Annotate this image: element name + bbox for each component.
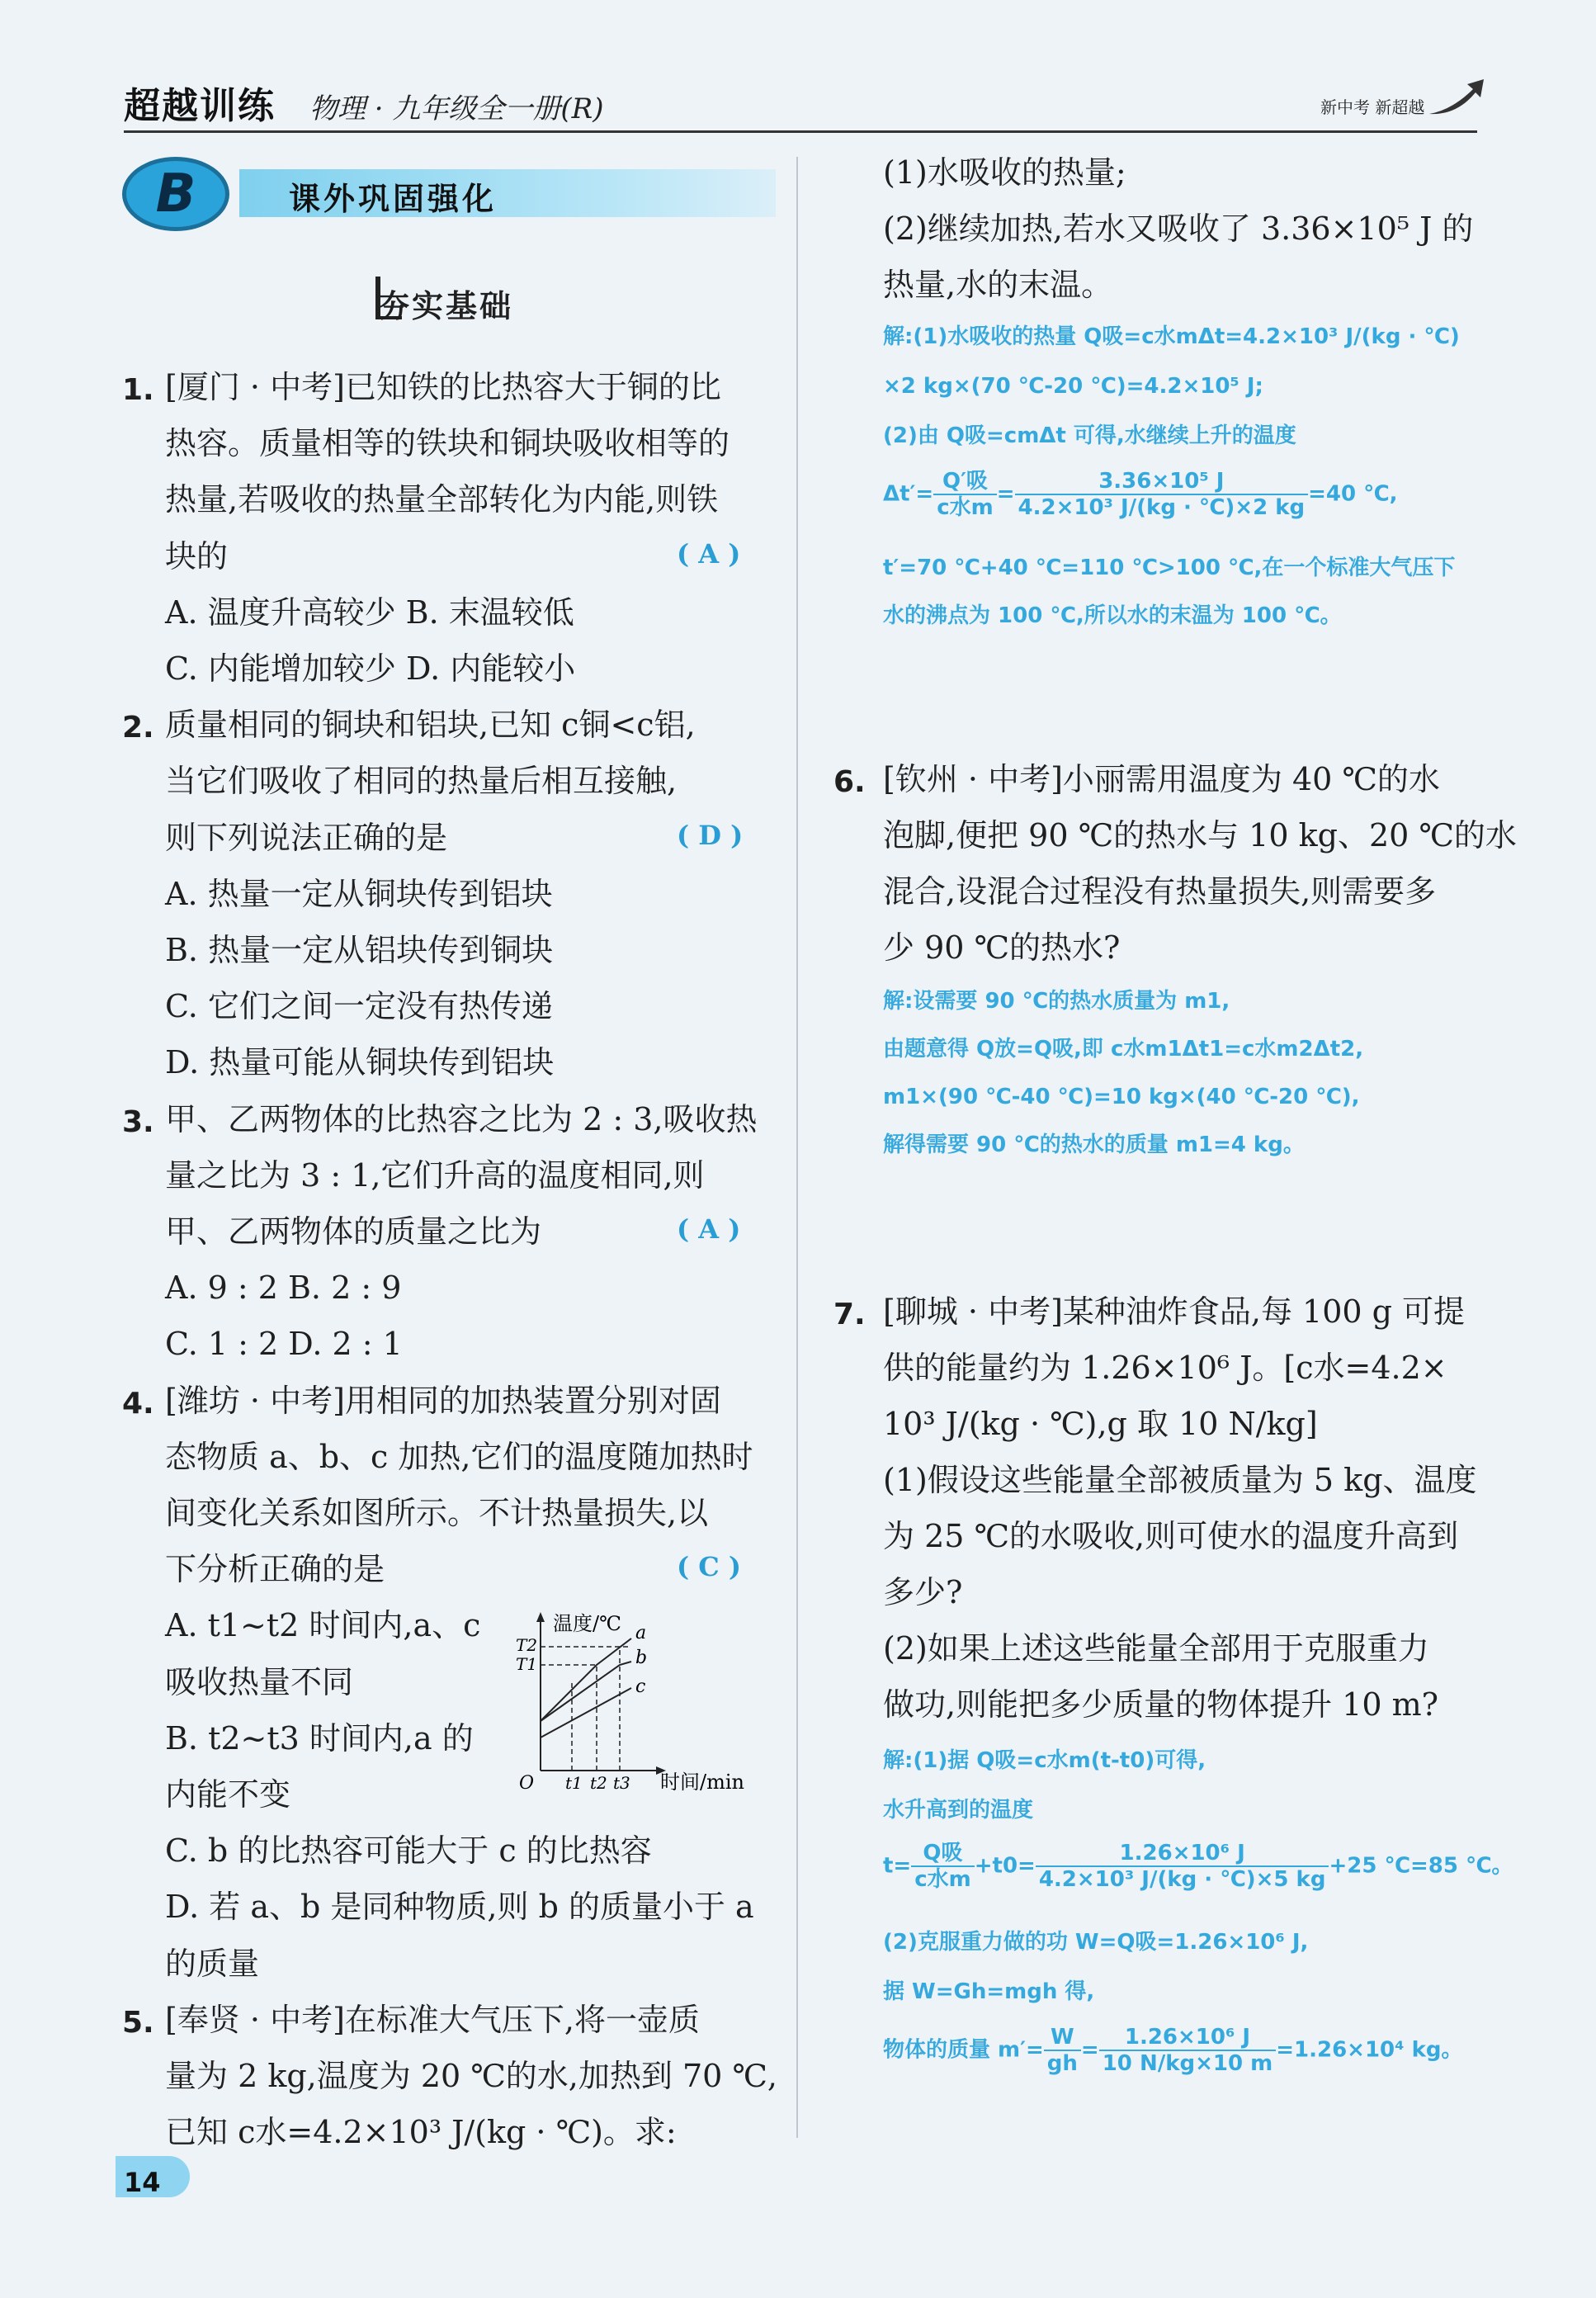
left-text-line: B. 热量一定从铝块传到铜块 xyxy=(165,932,554,968)
question-number: 5. xyxy=(122,2006,154,2040)
left-text-line: 质量相同的铜块和铝块,已知 c铜<c铝, xyxy=(165,707,696,743)
q6-solution-line2: 由题意得 Q放=Q吸,即 c水m1Δt1=c水m2Δt2, xyxy=(883,1037,1364,1062)
q5-solution-line1: 解:(1)水吸收的热量 Q吸=c水mΔt=4.2×10³ J/(kg · ℃) xyxy=(883,324,1460,349)
swoosh-arrow-icon xyxy=(1428,73,1485,122)
q7-line6: 多少? xyxy=(883,1574,963,1610)
graph-series-b: b xyxy=(635,1648,648,1668)
left-text-line: 则下列说法正确的是 xyxy=(165,820,448,856)
q7-solution-line1: 解:(1)据 Q吸=c水m(t-t0)可得, xyxy=(883,1748,1206,1773)
question-number: 4. xyxy=(122,1387,154,1421)
left-text-line: 块的 xyxy=(165,538,229,574)
graph-y-arrow xyxy=(536,1612,545,1622)
question-number: 3. xyxy=(122,1105,154,1139)
left-text-line: [潍坊 · 中考]用相同的加热装置分别对固 xyxy=(165,1383,721,1419)
q6-solution-line1: 解:设需要 90 ℃的热水质量为 m1, xyxy=(883,989,1230,1014)
question-number-6: 6. xyxy=(833,765,866,799)
q6-solution-line4: 解得需要 90 ℃的热水的质量 m1=4 kg。 xyxy=(883,1132,1305,1157)
q7-solution-line4: (2)克服重力做的功 W=Q吸=1.26×10⁶ J, xyxy=(883,1930,1309,1955)
question-number: 1. xyxy=(122,373,154,407)
left-text-line: C. 它们之间一定没有热传递 xyxy=(165,988,553,1024)
left-text-line: 已知 c水=4.2×10³ J/(kg · ℃)。求: xyxy=(165,2114,677,2150)
left-text-line: D. 热量可能从铜块传到铝块 xyxy=(165,1044,555,1080)
left-text-line: 内能不变 xyxy=(165,1776,291,1813)
left-text-line: 热容。质量相等的铁块和铜块吸收相等的 xyxy=(165,425,730,461)
left-text-line: 甲、乙两物体的质量之比为 xyxy=(165,1213,542,1250)
subsection-title: 夯实基础 xyxy=(378,288,514,324)
q7-line8: 做功,则能把多少质量的物体提升 10 m? xyxy=(883,1686,1438,1723)
left-text-line: C. b 的比热容可能大于 c 的比热容 xyxy=(165,1832,652,1869)
q5-solution-line5: t′=70 ℃+40 ℃=110 ℃>100 ℃,在一个标准大气压下 xyxy=(883,556,1456,580)
graph-line-c xyxy=(541,1688,631,1738)
left-text-line: 量之比为 3 : 1,它们升高的温度相同,则 xyxy=(165,1157,705,1194)
brand-title: 超越训练 xyxy=(124,85,276,127)
graph-series-c: c xyxy=(635,1676,646,1697)
header-rule xyxy=(124,130,1477,133)
left-text-line: C. 内能增加较少 D. 内能较小 xyxy=(165,650,576,687)
q6-line1: [钦州 · 中考]小丽需用温度为 40 ℃的水 xyxy=(883,761,1440,797)
answer-choice: ( D ) xyxy=(677,820,744,851)
left-text-line: C. 1 : 2 D. 2 : 1 xyxy=(165,1326,403,1362)
graph-ytick-t2: T2 xyxy=(516,1635,538,1655)
q5-solution-formula: Δt′= $\frac{\text{Q′吸}}{\text{c水m}}$ = $\frac{\text{3.36×10⁵ J}}{\text{4.2×10³ J/(kg · ℃)×2 kg}}$ =40 ℃, xyxy=(883,469,1398,520)
q6-line3: 混合,设混合过程没有热量损失,则需要多 xyxy=(883,873,1437,910)
answer-choice: ( A ) xyxy=(677,1213,741,1245)
q7-solution-formula2: 物体的质量 m′= $\frac{W}{gh}$ = $\frac{\text{1.26×10⁶ J}}{10 N/kg\times 10 m}$ =1.26×10⁴ kg。 xyxy=(883,2025,1463,2076)
graph-xtick-t3: t3 xyxy=(613,1773,630,1793)
temperature-time-graph xyxy=(508,1605,772,1795)
slogan: 新中考 新超越 xyxy=(1320,97,1425,117)
left-text-line: 的质量 xyxy=(165,1946,260,1982)
question-number: 2. xyxy=(122,711,154,745)
graph-series-a: a xyxy=(635,1623,647,1643)
subject-title: 物理 · 九年级全一册(R) xyxy=(309,92,604,125)
left-text-line: A. t1~t2 时间内,a、c xyxy=(165,1607,481,1643)
q7-line2: 供的能量约为 1.26×10⁶ J。[c水=4.2× xyxy=(883,1350,1447,1386)
q7-solution-formula1: t= $\frac{\text{Q吸}}{\text{c水m}}$ +t0= $\frac{\text{1.26×10⁶ J}}{\text{4.2×10³ J/(kg · ℃)×5 kg}}$ +25 ℃=85 ℃。 xyxy=(883,1841,1513,1892)
section-title: 课外巩固强化 xyxy=(289,181,498,217)
graph-ytick-t1: T1 xyxy=(516,1654,538,1674)
answer-choice: ( C ) xyxy=(677,1551,742,1582)
q7-solution-line5: 据 W=Gh=mgh 得, xyxy=(883,1979,1095,2004)
column-divider xyxy=(796,157,798,2138)
left-text-line: [奉贤 · 中考]在标准大气压下,将一壶质 xyxy=(165,2002,700,2038)
q7-solution-line2: 水升高到的温度 xyxy=(883,1798,1034,1823)
q7-line5: 为 25 ℃的水吸收,则可使水的温度升高到 xyxy=(883,1518,1459,1554)
left-text-line: [厦门 · 中考]已知铁的比热容大于铜的比 xyxy=(165,369,721,405)
q5-part2-cont: 热量,水的末温。 xyxy=(883,267,1113,303)
left-text-line: A. 热量一定从铜块传到铝块 xyxy=(165,876,553,912)
q7-line3: 10³ J/(kg · ℃),g 取 10 N/kg] xyxy=(883,1406,1318,1442)
answer-choice: ( A ) xyxy=(677,538,741,570)
left-text-line: D. 若 a、b 是同种物质,则 b 的质量小于 a xyxy=(165,1889,754,1925)
section-letter: B xyxy=(155,163,196,225)
left-text-line: 下分析正确的是 xyxy=(165,1551,385,1587)
q7-line4: (1)假设这些能量全部被质量为 5 kg、温度 xyxy=(883,1462,1477,1498)
left-text-line: 吸收热量不同 xyxy=(165,1664,354,1700)
left-text-line: A. 温度升高较少 B. 末温较低 xyxy=(165,594,574,631)
q6-line4: 少 90 ℃的热水? xyxy=(883,929,1121,966)
q5-solution-line2: ×2 kg×(70 ℃-20 ℃)=4.2×10⁵ J; xyxy=(883,374,1263,399)
graph-line-a xyxy=(541,1638,631,1721)
left-text-line: 量为 2 kg,温度为 20 ℃的水,加热到 70 ℃, xyxy=(165,2058,777,2094)
q5-part1: (1)水吸收的热量; xyxy=(883,154,1126,191)
q5-solution-line3: (2)由 Q吸=cmΔt 可得,水继续上升的温度 xyxy=(883,423,1296,448)
left-text-line: B. t2~t3 时间内,a 的 xyxy=(165,1720,474,1757)
graph-xtick-t1: t1 xyxy=(565,1773,583,1793)
left-text-line: 甲、乙两物体的比热容之比为 2 : 3,吸收热 xyxy=(165,1101,758,1137)
left-text-line: 态物质 a、b、c 加热,它们的温度随加热时 xyxy=(165,1439,753,1475)
question-number-7: 7. xyxy=(833,1298,866,1331)
graph-origin: O xyxy=(519,1773,535,1794)
q5-solution-line6: 水的沸点为 100 ℃,所以水的末温为 100 ℃。 xyxy=(883,603,1342,628)
left-text-line: 热量,若吸收的热量全部转化为内能,则铁 xyxy=(165,481,719,518)
q7-line7: (2)如果上述这些能量全部用于克服重力 xyxy=(883,1630,1429,1667)
q6-line2: 泡脚,便把 90 ℃的热水与 10 kg、20 ℃的水 xyxy=(883,817,1517,853)
q5-part2: (2)继续加热,若水又吸收了 3.36×10⁵ J 的 xyxy=(883,210,1474,247)
q7-line1: [聊城 · 中考]某种油炸食品,每 100 g 可提 xyxy=(883,1293,1466,1330)
left-text-line: A. 9 : 2 B. 2 : 9 xyxy=(165,1270,402,1306)
q6-solution-line3: m1×(90 ℃-40 ℃)=10 kg×(40 ℃-20 ℃), xyxy=(883,1085,1360,1109)
graph-xlabel: 时间/min xyxy=(660,1771,744,1794)
page-number: 14 xyxy=(124,2167,161,2198)
left-text-line: 当它们吸收了相同的热量后相互接触, xyxy=(165,763,678,799)
left-text-line: 间变化关系如图所示。不计热量损失,以 xyxy=(165,1495,709,1531)
graph-xtick-t2: t2 xyxy=(590,1773,607,1793)
graph-ylabel: 温度/℃ xyxy=(553,1612,621,1635)
